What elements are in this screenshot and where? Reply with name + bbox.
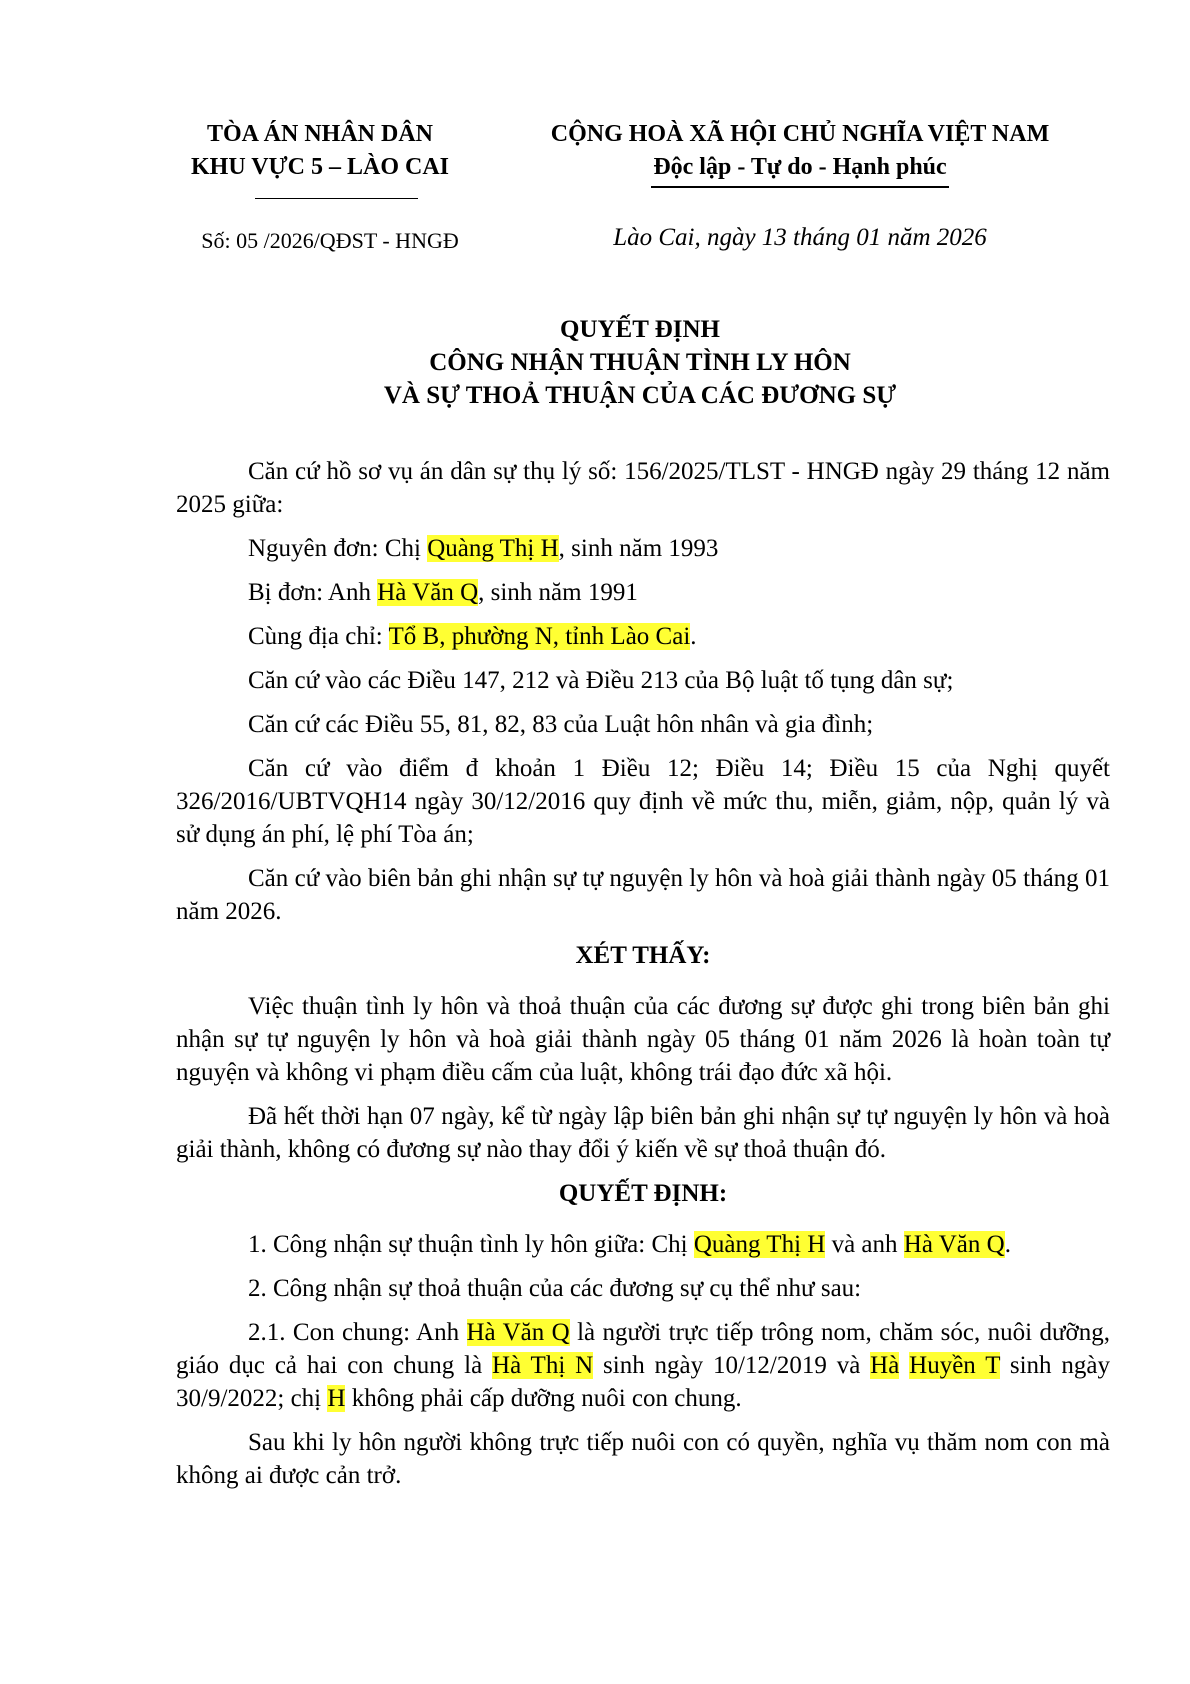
- title-line-1: QUYẾT ĐỊNH: [560, 316, 720, 343]
- d21-child2-name-part1: Hà: [870, 1352, 900, 1379]
- national-title: CỘNG HOÀ XÃ HỘI CHỦ NGHĨA VIỆT NAM: [550, 121, 1050, 147]
- defendant-suffix: , sinh năm 1991: [478, 579, 638, 606]
- court-region: KHU VỰC 5 – LÀO CAI: [190, 154, 449, 180]
- d21-d: sinh ngày 30/9/2022; chị: [176, 1352, 1110, 1412]
- plaintiff-line: [176, 532, 1110, 565]
- decision-item-2: 2. Công nhận sự thoả thuận của các đương sự cụ thể như sau:: [248, 1275, 862, 1302]
- defendant-prefix: Bị đơn: Anh: [248, 579, 378, 606]
- paragraph-record: Căn cứ vào biên bản ghi nhận sự tự nguyện ly hôn và hoà giải thành ngày 05 tháng 01 năm 2026.: [176, 865, 1110, 925]
- d1-suffix: .: [1004, 1231, 1011, 1258]
- d1-defendant-name: Hà Văn Q: [903, 1231, 1005, 1258]
- document-body: [176, 455, 1110, 1503]
- d21-child2-name-part2: Huyền T: [909, 1352, 1001, 1379]
- paragraph-findings-2: Đã hết thời hạn 07 ngày, kể từ ngày lập biên bản ghi nhận sự tự nguyện ly hôn và hoà giải thành, không có đương sự nào thay đổi ý kiến về sự thoả thuận đó.: [176, 1103, 1110, 1163]
- paragraph-case-basis: Căn cứ hồ sơ vụ án dân sự thụ lý số: 156/2025/TLST - HNGĐ ngày 29 tháng 12 năm 2025 giữa:: [176, 458, 1110, 518]
- title-line-3: VÀ SỰ THOẢ THUẬN CỦA CÁC ĐƯƠNG SỰ: [383, 382, 897, 409]
- heading-decision: QUYẾT ĐỊNH:: [558, 1180, 728, 1207]
- defendant-line: [176, 576, 1110, 609]
- title-line-2: CÔNG NHẬN THUẬN TÌNH LY HÔN: [429, 349, 851, 376]
- address-suffix: .: [690, 623, 697, 650]
- d1-prefix: 1. Công nhận sự thuận tình ly hôn giữa: Chị: [248, 1231, 694, 1258]
- paragraph-marriage-law: Căn cứ các Điều 55, 81, 82, 83 của Luật hôn nhân và gia đình;: [248, 711, 874, 738]
- d21-defendant-name: Hà Văn Q: [466, 1319, 570, 1346]
- document-number: Số: 05 /2026/QĐST - HNGĐ: [201, 228, 459, 253]
- defendant-name: Hà Văn Q: [377, 579, 479, 606]
- court-name: TÒA ÁN NHÂN DÂN: [206, 121, 433, 147]
- d1-plaintiff-name: Quàng Thị H: [693, 1231, 826, 1258]
- paragraph-visitation: Sau khi ly hôn người không trực tiếp nuôi con có quyền, nghĩa vụ thăm nom con mà không ai được cản trở.: [176, 1429, 1110, 1489]
- d21-plaintiff-short: H: [327, 1385, 346, 1412]
- paragraph-civil-procedure: Căn cứ vào các Điều 147, 212 và Điều 213 của Bộ luật tố tụng dân sự;: [248, 667, 954, 694]
- address-value: Tổ B, phường N, tỉnh Lào Cai: [388, 623, 691, 650]
- address-line: [176, 620, 1110, 653]
- place-date: Lào Cai, ngày 13 tháng 01 năm 2026: [613, 224, 987, 251]
- national-header: [520, 118, 1080, 188]
- plaintiff-prefix: Nguyên đơn: Chị: [248, 535, 428, 562]
- d21-c: sinh ngày 10/12/2019 và: [593, 1352, 871, 1379]
- court-header: [160, 118, 480, 184]
- heading-findings: XÉT THẤY:: [575, 942, 711, 969]
- paragraph-resolution: Căn cứ vào điểm đ khoản 1 Điều 12; Điều 14; Điều 15 của Nghị quyết 326/2016/UBTVQH14 ngày 30/12/2016 quy định về mức thu, miễn, giảm, nộp, quản lý và sử dụng án phí, lệ phí Tòa án;: [176, 755, 1110, 848]
- plaintiff-name: Quàng Thị H: [427, 535, 559, 562]
- plaintiff-suffix: , sinh năm 1993: [558, 535, 719, 562]
- document-title: [160, 313, 1120, 412]
- d21-a: 2.1. Con chung: Anh: [248, 1319, 467, 1346]
- decision-item-2-1: [176, 1316, 1110, 1415]
- national-motto: Độc lập - Tự do - Hạnh phúc: [651, 151, 948, 188]
- d21-b: là người trực tiếp trông nom, chăm sóc, nuôi dưỡng, giáo dục cả hai con chung là: [176, 1319, 1110, 1379]
- decision-item-1: [176, 1228, 1110, 1261]
- d21-e: không phải cấp dưỡng nuôi con chung.: [345, 1385, 742, 1412]
- d1-middle: và anh: [825, 1231, 904, 1258]
- court-underline: [255, 198, 418, 199]
- address-prefix: Cùng địa chỉ:: [248, 623, 389, 650]
- paragraph-findings-1: Việc thuận tình ly hôn và thoả thuận của các đương sự được ghi trong biên bản ghi nhận sự tự nguyện ly hôn và hoà giải thành ngày 05 tháng 01 năm 2026 là hoàn toàn tự nguyện và không vi phạm điều cấm của luật, không trái đạo đức xã hội.: [176, 993, 1110, 1086]
- d21-child1-name: Hà Thị N: [492, 1352, 594, 1379]
